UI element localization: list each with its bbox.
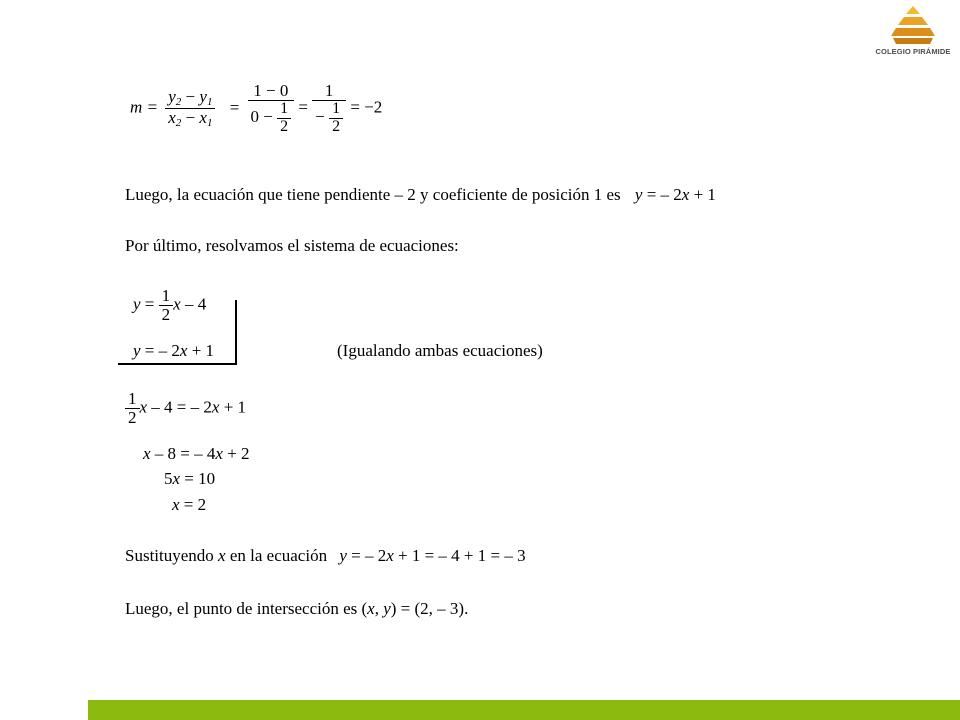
pyramid-logo-icon: [890, 4, 936, 46]
system-bracket-horizontal: [118, 363, 237, 365]
logo-text: COLEGIO PIRÁMIDE: [875, 47, 951, 56]
slope-result: = −2: [350, 97, 383, 117]
slope-fraction-3: 1 − $\frac{1}{2}$: [312, 82, 346, 135]
step-2: x – 8 = – 4x + 2: [143, 444, 250, 463]
line-equation: y = – 2x + 1: [634, 185, 716, 204]
equation-statement: [125, 185, 716, 205]
system-equation-1: y = $\frac{1}{2}$ x – 4: [133, 286, 207, 324]
step-3: 5x = 10: [164, 469, 216, 488]
conclusion-line: Luego, el punto de intersección es (x, y) = (2, – 3).: [125, 599, 469, 618]
slope-eq-2: =: [298, 97, 308, 117]
statement-text: Luego, la ecuación que tiene pendiente – 2 y coeficiente de posición 1 es: [125, 185, 621, 204]
slope-fraction-1: $\frac{y_2 - y_1}{x_2 - x_1}$: [165, 88, 215, 130]
substitution-line: Sustituyendo x en la ecuación y = – 2x + 1 = – 4 + 1 = – 3: [125, 546, 526, 565]
slope-eq-1: =: [229, 97, 240, 117]
system-note: (Igualando ambas ecuaciones): [337, 341, 543, 360]
system-equation-2: y = – 2x + 1: [133, 341, 215, 360]
system-bracket-vertical: [235, 300, 237, 364]
slope-formula: [130, 82, 382, 135]
step-1: $\frac{1}{2}$ x – 4 = – 2x + 1: [125, 390, 246, 427]
slope-fraction-2: 1 − 0 0 − $\frac{1}{2}$: [248, 82, 295, 135]
slope-lhs: m =: [130, 97, 158, 117]
step-4: x = 2: [172, 495, 207, 514]
colegio-piramide-logo: [868, 4, 958, 64]
system-intro: Por último, resolvamos el sistema de ecuaciones:: [125, 236, 459, 255]
footer-accent-bar: [88, 700, 960, 720]
